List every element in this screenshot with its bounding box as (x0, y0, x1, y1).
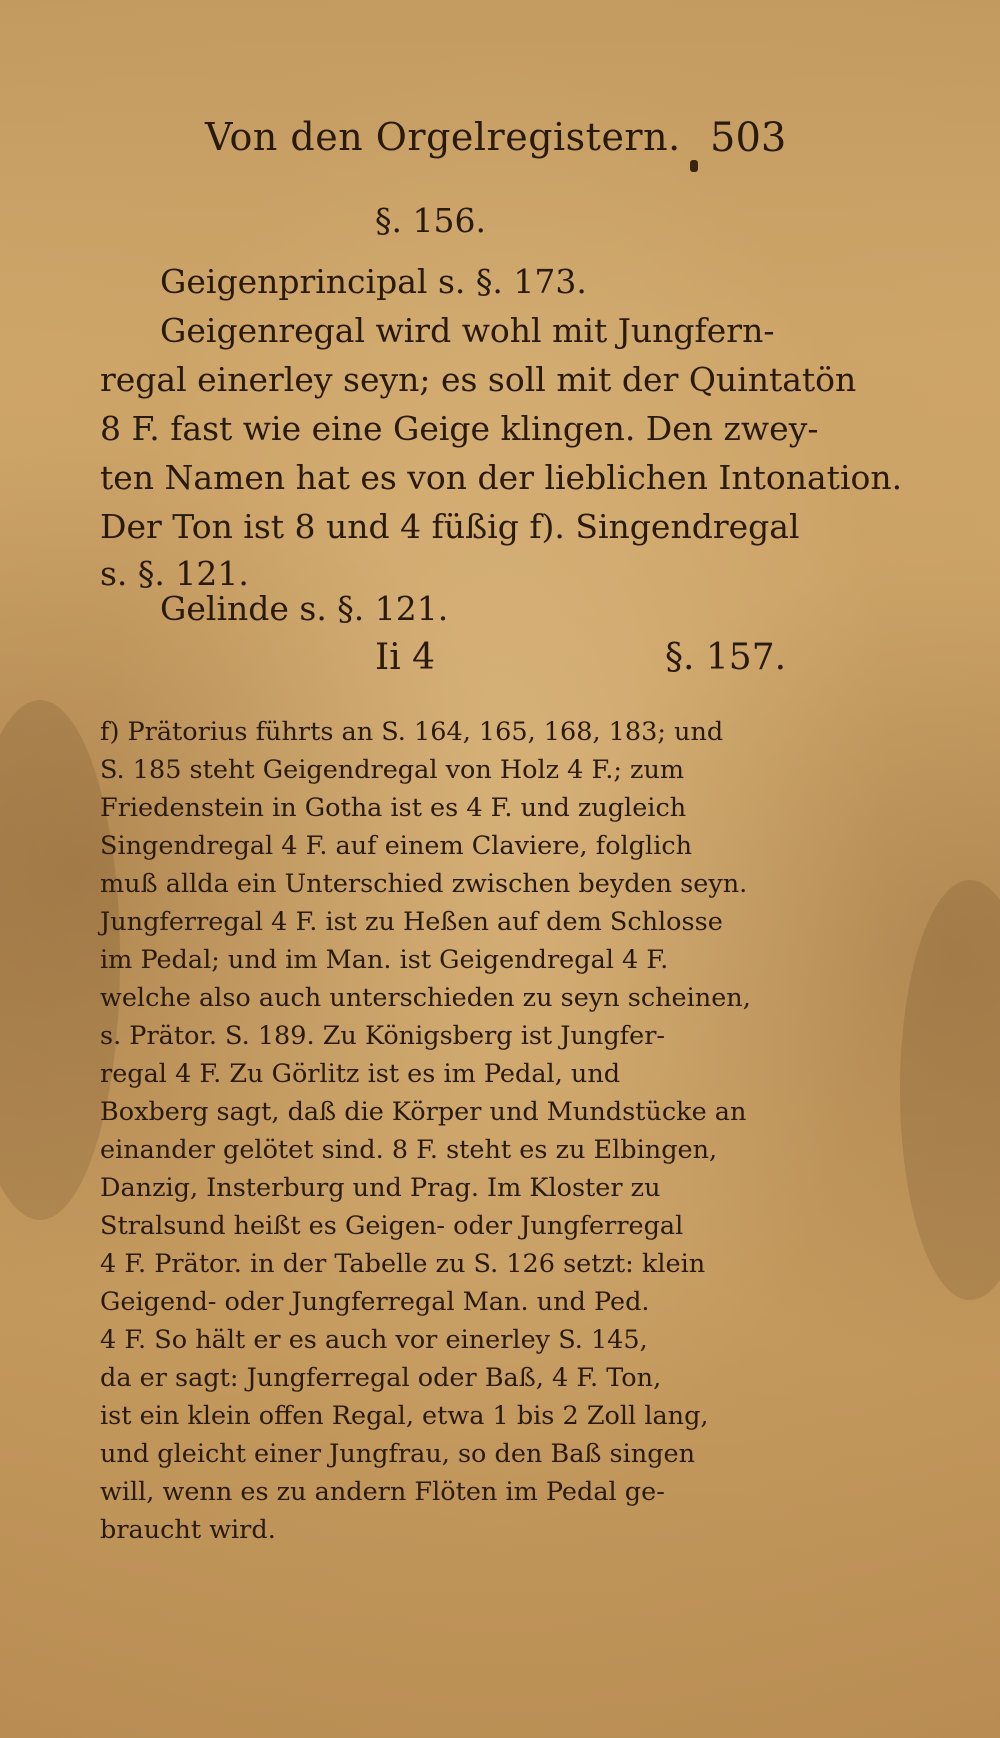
footnote-line: braucht wird. (100, 1515, 276, 1545)
body-line: s. §. 121. (100, 554, 249, 593)
footnote-line: muß allda ein Unterschied zwischen beyden seyn. (100, 869, 748, 899)
footnote-line: Singendregal 4 F. auf einem Claviere, folglich (100, 831, 693, 861)
footnote-line: Jungferregal 4 F. ist zu Heßen auf dem Schlosse (100, 907, 723, 937)
footnote-line: im Pedal; und im Man. ist Geigendregal 4 F. (100, 945, 669, 975)
footnote-line: Geigend- oder Jungferregal Man. und Ped. (100, 1287, 650, 1317)
footnote-line: regal 4 F. Zu Görlitz ist es im Pedal, und (100, 1059, 621, 1089)
footnote-line: s. Prätor. S. 189. Zu Königsberg ist Jungfer- (100, 1021, 666, 1051)
body-line: 8 F. fast wie eine Geige klingen. Den zwey- (100, 409, 819, 448)
footnote-line: Stralsund heißt es Geigen- oder Jungferregal (100, 1211, 684, 1241)
footnote-line: S. 185 steht Geigendregal von Holz 4 F.; zum (100, 755, 685, 785)
footnote-line: f) Prätorius führts an S. 164, 165, 168, 183; und (100, 717, 724, 747)
footnote-line: da er sagt: Jungferregal oder Baß, 4 F. Ton, (100, 1363, 662, 1393)
footnote-line: ist ein klein offen Regal, etwa 1 bis 2 Zoll lang, (100, 1401, 709, 1431)
body-line: Der Ton ist 8 und 4 füßig f). Singendregal (100, 507, 800, 546)
footnote-line: und gleicht einer Jungfrau, so den Baß singen (100, 1439, 696, 1469)
body-line: Geigenprincipal s. §. 173. (160, 262, 587, 301)
footnote-line: welche also auch unterschieden zu seyn scheinen, (100, 983, 751, 1013)
footnote-line: 4 F. Prätor. in der Tabelle zu S. 126 setzt: klein (100, 1249, 706, 1279)
running-title: Von den Orgelregistern. (205, 115, 681, 159)
body-line: Geigenregal wird wohl mit Jungfern- (160, 311, 775, 350)
page-number: 503 (710, 115, 787, 161)
footnote-line: Friedenstein in Gotha ist es 4 F. und zugleich (100, 793, 687, 823)
body-line: Gelinde s. §. 121. (160, 589, 449, 628)
body-line: regal einerley seyn; es soll mit der Quintatön (100, 360, 857, 399)
signature-mark: Ii 4 (375, 637, 436, 678)
section-heading: §. 156. (375, 201, 486, 240)
edge-stain (900, 880, 1000, 1300)
footnote-line: Danzig, Insterburg und Prag. Im Kloster zu (100, 1173, 661, 1203)
body-line: ten Namen hat es von der lieblichen Intonation. (100, 458, 903, 497)
footnote-line: einander gelötet sind. 8 F. steht es zu Elbingen, (100, 1135, 718, 1165)
footnote-line: will, wenn es zu andern Flöten im Pedal ge- (100, 1477, 665, 1507)
catchword: §. 157. (665, 637, 787, 678)
footnote-line: 4 F. So hält er es auch vor einerley S. 145, (100, 1325, 648, 1355)
footnote-line: Boxberg sagt, daß die Körper und Mundstücke an (100, 1097, 747, 1127)
ink-mark (690, 160, 698, 172)
